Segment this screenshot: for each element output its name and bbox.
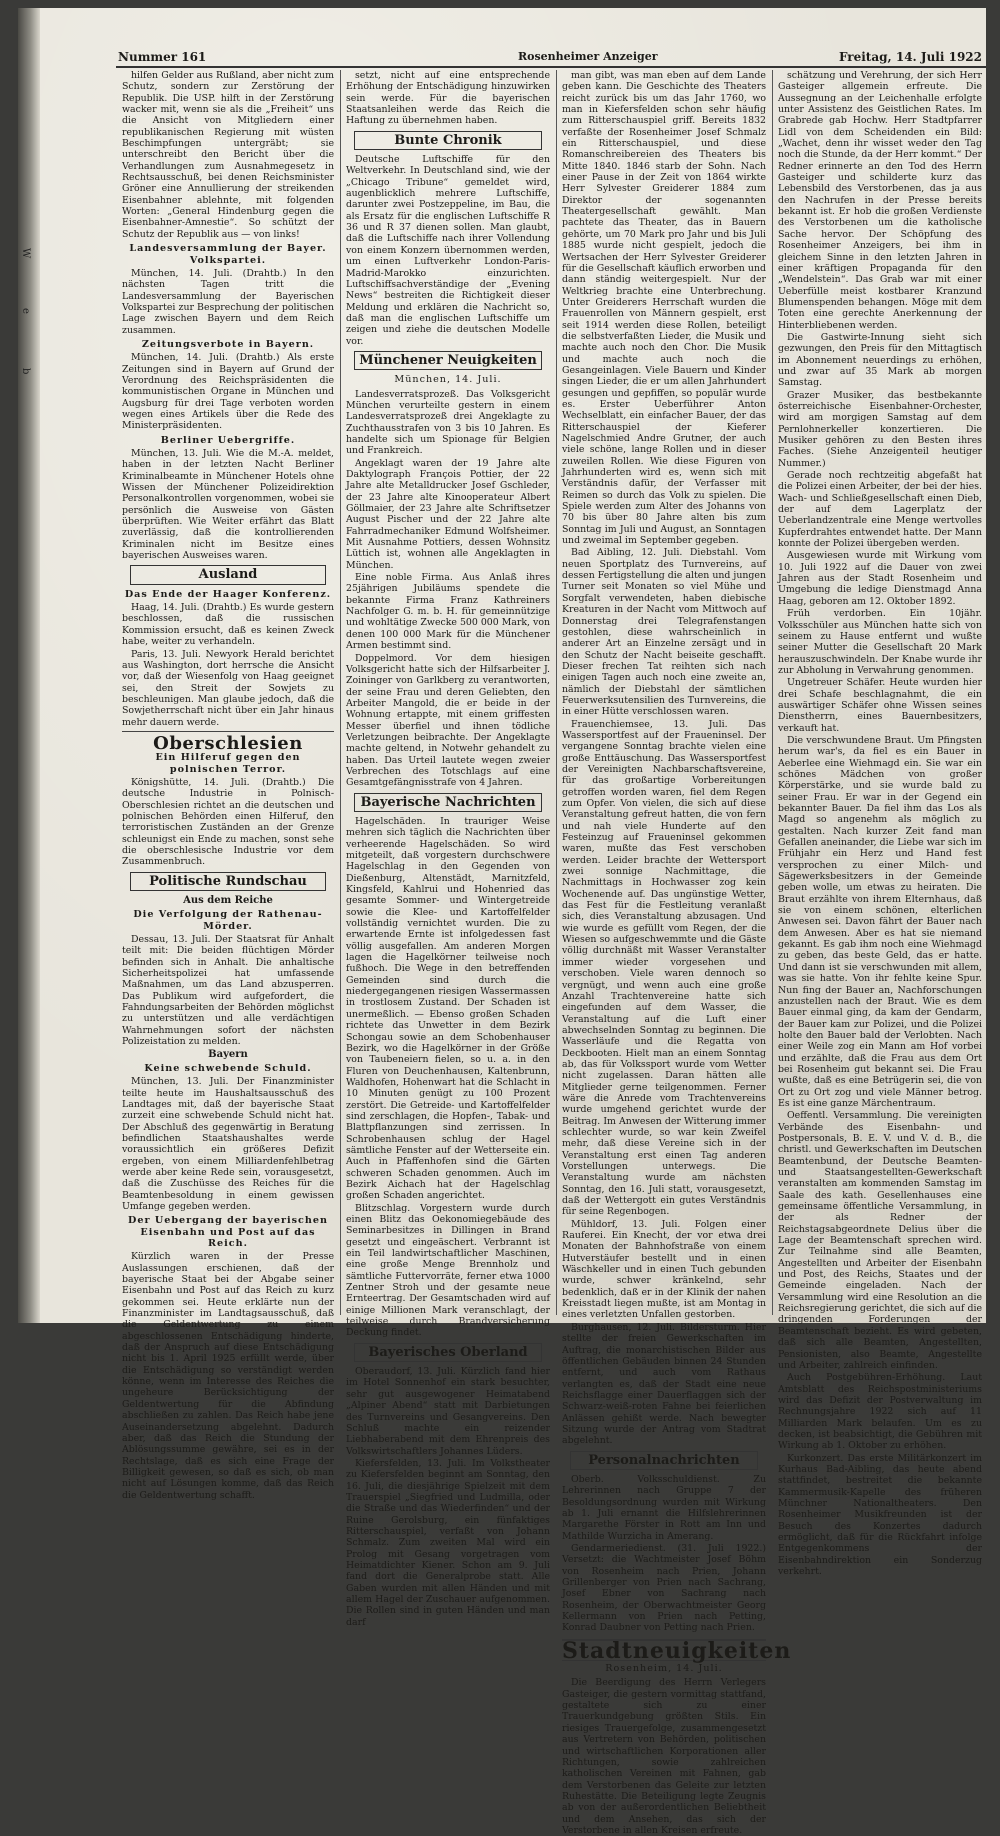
article-heading: Keine schwebende Schuld. bbox=[144, 1062, 312, 1074]
article-text: Landesverratsprozeß. Das Volksgericht München verurteilte gestern in einem Landesverratsprozeß drei Angeklagte zu Zuchthausstrafen von 3 bis 10 Jahren. Es handelte sich um Spionage für Belgien und Frankreich. bbox=[346, 388, 550, 457]
column-divider bbox=[772, 70, 773, 1315]
article-text: Kurkonzert. Das erste Militärkonzert im Kurhaus Bad-Aibling, das heute abend stattfindet, bestreitet die bekannte Kammermusik-Kapelle des früheren Münchner Nationaltheaters. Den Rosenheimer Musikfreunden ist der Besuch des Konzertes dadurch ermöglicht, daß für die Rückfahrt infolge Entgegenkommens der Eisenbahndirektion ein Sonderzug verkehrt. bbox=[778, 1452, 982, 1578]
issue-date: Freitag, 14. Juli 1922 bbox=[838, 50, 982, 64]
article-text: München, 13. Juli. Der Finanzminister teilte heute im Haushaltsausschuß des Landtages mit, daß der bayerische Staat zurzeit eine schwebende Schuld nicht hat. Der Abschluß des gegenwärtig in Beratung befindlichen Staatshaushaltes werde voraussichtlich ein größeres Defizit ergeben, von einem Milliardenfehlbetrag werde aber keine Rede sein, vorausgesetzt, daß die Zuschüsse des Reiches für die Beamtenbesoldung in einem gewissen Umfange gegeben werden. bbox=[122, 1076, 334, 1212]
dateline: Rosenheim, 14. Juli. bbox=[605, 1663, 723, 1675]
article-heading: Der Uebergang der bayerischen Eisenbahn und Post auf das Reich. bbox=[128, 1215, 328, 1249]
article-heading: Die Verfolgung der Rathenau-Mörder. bbox=[133, 909, 323, 932]
article-text: Dessau, 13. Juli. Der Staatsrat für Anhalt teilt mit: Die beiden flüchtigen Mörder befinden sich in Anhalt. Die anhaltische Sicherheitspolizei hat umfassende Maßnahmen, um das Land abzusperren. Das Publikum wird aufgefordert, die Fahndungsarbeiten der Behörden möglichst zu unterstützen und alle verdächtigen Wahrnehmungen sofort der nächsten Polizeistation zu melden. bbox=[122, 934, 334, 1048]
article-text: Doppelmord. Vor dem hiesigen Volksgericht hatte sich der Hilfsarbeiter J. Zoininger von Garlkberg zu verantworten, der seine Frau und deren Geliebten, den Arbeiter Mangold, die er beide in der Wohnung ertappte, mit einem griffesten Messer überfiel und ihnen tödliche Verletzungen beibrachte. Der Angeklagte machte geltend, in Notwehr gehandelt zu haben. Das Urteil lautete wegen zweier Verbrechen des Totschlags auf eine Gesamtgefängnisstrafe von 4 Jahren. bbox=[346, 652, 550, 789]
header-rule bbox=[116, 66, 986, 68]
section-heading-personal: Personalnachrichten bbox=[570, 1451, 758, 1470]
article-text: Frauenchiemsee, 13. Juli. Das Wassersportfest auf der Fraueninsel. Der vergangene Sonntag brachte vielen eine große Enttäuschung. Das Wassersportfest der Vereinigten Nachbarschaftsvereine, für das großartige Vorbereitungen getroffen worden waren, fiel dem Regen zum Opfer. Von vielen, die sich auf diese Veranstaltung gefreut hatten, die von fern und nah viele Hunderte auf den Festeinzug auf Fraueninsel gekommen waren, mußte das Fest verschoben werden. Leider brachte der Wettersport zwei sonnige Nachmittage, die Nachmittags in Hochwasser zog kein Wochenende auf. Das ungünstige Wetter, das Fest für die Festleitung veranlaßt sich, dies Veranstaltung abzusagen. Und wie wurde es gefüllt vom Regen, der die Wiesen so aufgeschwemmte und die Gäste völlig durchnäßt mit Wasser Veranstalter immer wieder vorgesehen und verschoben. Viele waren dennoch so vergnügt, und wenn auch eine große Anzahl Trachtenvereine hatte sich eingefunden auf dem Wasser, die Veranstaltung auf die Luft einer abwechselnden Sonntag zu beginnen. Die Wasserläufe und die Regatta von Deckbooten. Hielt man an einem Sonntag ab, das für Volkssport wurde vom Wetter nicht zugelassen. Daran hätten alle Mitglieder gerne teilgenommen. Ferner wäre die Anrede vom Trachtenvereins wurde umgehend gerichtet wurde der Beitrag. Im Anwesen der Witterung immer schlechter wurde, so war kein Zweifel mehr, daß diese Vereine sich in der Veranstaltung erst einen Tag anderen Vorstellungen unterwegs. Die Veranstaltung wurde am nächsten Sonntag, den 16. Juli statt, vorausgesetzt, daß der Wettergott ein gutes Verständnis für seine Regenbogen. bbox=[562, 718, 766, 1218]
column-3 bbox=[562, 70, 792, 1836]
article-text: Burghausen, 12. Juli. Bildersturm. Hier stellte der freien Gewerkschaften im Auftrag, die monarchistischen Bilder aus öffentlichen Gebäuden binnen 24 Stunden entfernt, und auch vom Rathaus verlangten es, daß der Stadt eine neue Reichsflagge einer Dauerflaggen sich der Schwarz-weiß-roten Fahne bei feierlichen Anlässen gehißt werde. Nach bewegter Sitzung wurde der Antrag vom Stadtrat abgelehnt. bbox=[562, 1321, 766, 1447]
article-text: Oberaudorf, 13. Juli. Kürzlich fand hier im Hotel Sonnenhof ein stark besuchter, sehr gut ausgewogener Heimatabend „Alpiner Abend“ statt mit Darbietungen des Turnvereins und Gesangvereins. Den Schluß machte ein reizender Liebhaberabend mit dem Ehrenpreis des Volkswirtschaftlers Johannes Lüders. bbox=[346, 1366, 550, 1457]
subsection-heading: Bayern bbox=[208, 1048, 248, 1060]
article-heading: Landesversammlung der Bayer. Volkspartei. bbox=[129, 243, 327, 266]
article-text: München, 14. Juli. (Drahtb.) In den nächsten Tagen tritt die Landesversammlung der Bayerischen Volkspartei zur Besprechung der politischen Lage zwischen Bayern und dem Reich zusammen. bbox=[122, 267, 334, 336]
margin-letter: b bbox=[20, 368, 31, 375]
article-text: Ausgewiesen wurde mit Wirkung vom 10. Juli 1922 auf die Dauer von zwei Jahren aus der Stadt Rosenheim und Umgebung die ledige Dienstmagd Anna Haag, geboren am 12. Oktober 1892. bbox=[778, 550, 982, 607]
article-heading: Ein Hilferuf gegen den polnischen Terror. bbox=[155, 752, 301, 775]
article-heading: Zeitungsverbote in Bayern. bbox=[141, 338, 315, 350]
article-text: Angeklagt waren der 19 Jahre alte Daktylograph François Pottier, der 22 Jahre alte Metalldrucker Josef Gschleder, der 23 Jahre alte Kinooperateur Albert Göllmaier, der 23 Jahre alte Schriftsetzer August Pischer und der 22 Jahre alte Fahrradmechaniker Edmund Wolfsheimer. Mit Ausnahme Pottiers, dessen Wohnsitz Lüttich ist, wohnen alle Angeklagten in München. bbox=[346, 457, 550, 571]
article-text: Auch Postgebühren-Erhöhung. Laut Amtsblatt des Reichspostministeriums wird das Defizit der Postverwaltung im Rechnungsjahre 1922 sich auf 11 Milliarden Mark belaufen. Um es zu decken, ist beabsichtigt, die Gebühren mit Wirkung ab 1. Oktober zu erhöhen. bbox=[778, 1372, 982, 1452]
page-header bbox=[118, 50, 986, 66]
section-rule bbox=[122, 731, 334, 732]
page-binding bbox=[18, 8, 40, 1323]
article-heading: Berliner Uebergriffe. bbox=[160, 434, 296, 446]
article-text: Kiefersfelden, 13. Juli. Im Volkstheater zu Kiefersfelden beginnt am Sonntag, den 16. Juli, die diesjährige Spielzeit mit dem Trauerspiel „Siegfried und Ludmilla, oder die Straße und das Wiederfinden“ und der Ruine Gerolsburg, ein fünfaktiges Ritterschauspiel, verfaßt von Johann Schmalz. Zum zweiten Mal wird ein Prolog mit Gesang vorgetragen vom Heimatdichter Kiener. Schon am 9. Juli fand dort die Generalprobe statt. Alle Gaben wurden mit allen Händen und mit allem Hagel der Zuschauer aufgenommen. Die Rollen sind in guten Händen und man darf bbox=[346, 1457, 550, 1628]
article-text: hilfen Gelder aus Rußland, aber nicht zum Schutz, sondern zur Zerstörung der Republik. Die USP. hilft in der Zerstörung wacker mit, wenn sie als die „Freiheit“ uns die Ansicht von Mitgliedern einer republikanischen Regierung mit wüsten Beschimpfungen untergräbt; sie unterschreibt den Bericht über die Verhandlungen zum Ausnahmegesetz in Rechtsausschuß, bei denen Reichsminister Gröner eine Annullierung der streikenden Eisenbahner ablehnte, mit folgenden Worten: „General Hindenburg gegen die Eisenbahner-Amnestie“. So schützt der Schutz der Republik aus — von links! bbox=[122, 70, 334, 240]
section-heading-stadt: Stadtneuigkeiten bbox=[562, 1637, 792, 1664]
article-text: Ungetreuer Schäfer. Heute wurden hier drei Schafe beschlagnahmt, die ein auswärtiger Schäfer ohne Wissen seines Dienstherrn, eines Bauernbesitzers, verkauft hat. bbox=[778, 677, 982, 734]
article-text: Mühldorf, 13. Juli. Folgen einer Rauferei. Ein Knecht, der vor etwa drei Monaten der Bahnhofstraße von einem Hutverstäufer bestellt und in einen Wäschkeller und in einen Tuch gebunden wurde, schwer kränkelnd, sehr bedenklich, daß er in der Klinik der nahen Kreisstadt liegen mußte, ist am Montag in eines verletzten Unfallen gestorben. bbox=[562, 1218, 766, 1321]
article-text: setzt, nicht auf eine entsprechende Erhöhung der Entschädigung hinzuwirken sein werde. Für die bayerischen Staatsanleihen werde das Reich die Haftung zu übernehmen haben. bbox=[346, 70, 550, 127]
dateline: München, 14. Juli. bbox=[394, 374, 502, 386]
article-text: schätzung und Verehrung, der sich Herr Gasteiger allgemein erfreute. Die Aussegnung an der Leichenhalle erfolgte unter Assistenz des Geistlichen Rates. Im Grabrede gab Hochw. Herr Stadtpfarrer Lidl von dem Scheidenden ein Bild: „Wachet, denn ihr wisset weder den Tag noch die Stunde, da der Herr kommt.“ Der Redner erinnerte an den Tod des Herrn Gasteiger und schilderte kurz das Lebensbild des Verstorbenen, das ja aus den Nachrufen in der Presse bereits bekannt ist. Er hob die großen Verdienste des Verstorbenen um die katholische Sache hervor. Der Schöpfung des Rosenheimer Anzeigers, bei ihm in gleichem Sinne in den letzten Jahren in einer kräftigen Propaganda für den „Wendelstein“. Das Grab war mit einer Ueberfülle meist kostbarer Kranzund Blumenspenden behangen. Möge mit dem Toten eine gerechte Anerkennung der Hinterbliebenen werden. bbox=[778, 70, 982, 331]
section-heading-rundschau: Politische Rundschau bbox=[130, 872, 326, 891]
article-text: Kürzlich waren in der Presse Auslassungen erschienen, daß der bayerische Staat bei der Abgabe seiner Eisenbahn und Post auf das Reich zu kurz gekommen sei. Heute erklärte nun der Finanzminister im Landtagsausschuß, daß die Geldentwertung zu einem abgeschlossenen Entschädigung hinderte, daß der Anspruch auf diese Entschädigung nicht bis 1. April 1925 erfüllt werde, über die Entschädigung so verständigt werden könne, wenn im Interesse des Reiches die ungeheure Berücksichtigung der Geldentwertung für die Abfindung abschließen zu zahlen. Das Reich habe jene Auseinandersetzung abgelehnt. Dadurch aber, daß das Reich die Stundung der Ablösungssumme gewähre, sei es in der Rechtslage, daß es sich eine Frage der Billigkeit gewesen, so daß es sich, ob man nicht auf Lösungen komme, daß das Reich die Geldentwertung schafft. bbox=[122, 1251, 334, 1501]
margin-letter: W bbox=[20, 248, 31, 259]
article-text: Bad Aibling, 12. Juli. Diebstahl. Vom neuen Sportplatz des Turnvereins, auf dessen Fertigstellung die alten und jungen Turner seit Monaten so viel Mühe und Sorgfalt verwendeten, haben diebische Kreaturen in der Nacht vom Mittwoch auf Donnerstag drei Telegrafenstangen gestohlen, diese wahrscheinlich in anderer Art an Einzelne zersägt und in den Schutz der Nacht beiseite geschafft. Dieser frechen Tat reihten sich nach einigen Tagen auch noch eine zweite an, nämlich der Diebstahl der sämtlichen Feuerwerksutensilien des Turnvereins, die in einer Hütte verschlossen waren. bbox=[562, 547, 766, 718]
article-text: Königshütte, 14. Juli. (Drahtb.) Die deutsche Industrie in Polnisch-Oberschlesien richtet an die deutschen und polnischen Behörden einen Hilferuf, den terroristischen Zuständen an der Grenze schleunigst ein Ende zu machen, sonst sehe die oberschlesische Industrie vor dem Zusammenbruch. bbox=[122, 776, 334, 868]
newspaper-page bbox=[18, 8, 986, 1836]
article-text: Die Beerdigung des Herrn Verlegers Gasteiger, die gestern vormittag stattfand, gestaltete sich zu einer Trauerkundgebung größten Stils. Ein riesiges Trauergefolge, zusammengesetzt aus Vertretern von Behörden, politischen und wirtschaftlichen Korporationen aller Richtungen, sowie zahlreichen katholischen Vereinen mit Fahnen, gab dem Verstorbenen das Geleite zur letzten Ruhestätte. Die Beteiligung legte Zeugnis ab von der außerordentlichen Beliebtheit und dem Ansehen, das sich der Verstorbene in allen Kreisen erfreute. bbox=[562, 1677, 766, 1836]
newspaper-title: Rosenheimer Anzeiger bbox=[518, 50, 658, 63]
article-text: Grazer Musiker, das bestbekannte österreichische Eisenbahner-Orchester, wird am morgigen Samstag auf dem Pernlohnerkeller konzertieren. Die Musiker gehören zu den Besten ihres Faches. (Siehe Anzeigenteil heutiger Nummer.) bbox=[778, 389, 982, 469]
section-heading-bayern: Bayerische Nachrichten bbox=[354, 793, 542, 812]
article-text: München, 13. Juli. Wie die M.-A. meldet, haben in der letzten Nacht Berliner Kriminalbeamte in Münchener Hotels ohne Wissen der Münchener Polizeidirektion Personalkontrollen vorgenommen, wobei sie persönlich die Ausweise von Gästen überprüften. Wie Weiter erfährt das Blatt zuverlässig, daß die kontrollierenden Kriminalen nicht im Besitze eines bayerischen Ausweises waren. bbox=[122, 448, 334, 562]
article-text: Die Gastwirte-Innung sieht sich gezwungen, den Preis für den Mittagtisch im Abonnement neuerdings zu erhöhen, und zwar auf 35 Mark ab morgen Samstag. bbox=[778, 331, 982, 389]
section-heading-muenchen: Münchener Neuigkeiten bbox=[354, 351, 542, 370]
section-heading-oberland: Bayerisches Oberland bbox=[354, 1343, 542, 1362]
article-text: man gibt, was man eben auf dem Lande geben kann. Die Geschichte des Theaters reicht zurück bis um das Jahr 1760, wo man in Kiefersfelden schon sehr häufig zum Ritterschauspiel griff. Bereits 1832 verfaßte der Rosenheimer Josef Schmalz ein Ritterschauspiel, und diese Romanschreibereien des Theaters bis Mitte 1840. 1846 starb der Sohn. Nach einer Pause in der Zeit von 1864 wirkte Herr Sylvester Greiderer 1884 zum Direktor der sogenannten Theatergesellschaft gewählt. Man pachtete das Theater, das in Bauern gehörte, um 70 Mark pro Jahr und bis Juli 1885 wurde nicht gespielt, jedoch die Wertsachen der Herr Sylvester Greiderer für die Gesellschaft käuflich erworben und dann ständig weitergespielt. Nur der Weltkrieg brachte eine Unterbrechung. Unter Greiderers Herrschaft wurden die Frauenrollen von Männern gespielt, erst seit 1914 werden diese Rollen, beteiligt die selbstverfaßten Lieder, die Musik und machte auch noch den Chor. Die Musik und machte auch noch die Gesangeinlagen. Viele Bauern und Kinder singen Lieder, die er um allen Jahrhundert gesungen und gepfiffen, so populär wurde es. Erster Ueberführer Anton Wechselblatt, ein einfacher Bauer, der das Ritterschauspiel der Kieferer Nagelschmied Andre Grutner, der auch viele schöne, lange Rollen und in dieser zuweilen Rollen. Wie diese Figuren von Jahrhunderten wird es, wenn sich mit Verständnis dafür, der Verfasser mit Reimen so durch das Volk zu spielen. Die Spiele werden zum Alter des Johanns von 70 bis über 80 Jahre alten bis zum Sonntag im Juli und August, an Sonntagen und zweimal im September gegeben. bbox=[562, 70, 766, 547]
article-text: Haag, 14. Juli. (Drahtb.) Es wurde gestern beschlossen, daß die russischen Kommission ersucht, daß es keinen Zweck habe, weiter zu verhandeln. bbox=[122, 602, 334, 648]
article-text: München, 14. Juli. (Drahtb.) Als erste Zeitungen sind in Bayern auf Grund der Verordnung des Reichspräsidenten die kommunistischen Organe in München und Augsburg für drei Tage verboten worden wegen eines Artikels über die Rede des Ministerpräsidenten. bbox=[122, 352, 334, 432]
section-heading-oberschlesien: Oberschlesien bbox=[153, 732, 303, 754]
article-text: Oeffentl. Versammlung. Die vereinigten Verbände des Eisenbahn- und Postpersonals, B. E. V. und V. d. B., die christl. und Gewerkschaften im Deutschen Beamtenbund, der Deutsche Beamten- und Staatsangestellten-Gewerkschaft veranstalten am kommenden Samstag im Saale des kath. Gesellenhauses eine gemeinsame öffentliche Versammlung, in der als Redner der Reichstagsabgeordnete Delius über die Lage der Beamtenschaft sprechen wird. Zur Teilnahme sind alle Beamten, Angestellten und Arbeiter der Eisenbahn und Post, des Reichs, Staates und der Gemeinde eingeladen. Nach der Versammlung wird eine Resolution an die Reichsregierung gerichtet, die sich auf die dringenden Forderungen der Beamtenschaft bezieht. Es wird gebeten, daß sich alle Beamten, Angestellten, Pensionisten, also Beamte, Angestellte und Arbeiter, zahlreich einfinden. bbox=[778, 1110, 982, 1371]
article-heading: Das Ende der Haager Konferenz. bbox=[124, 588, 332, 600]
article-text: Die verschwundene Braut. Um Pfingsten herum war's, da fiel es ein Bauer in Aeberlee eine Wiehmagd ein. Sie war ein schönes Mädchen von großer Körperstärke, und sie wurde bald zu seiner Frau. Er war in der Gegend ein bekannter Bauer. Da fiel ihm das Los als Magd so angenehm als möglich zu gestalten. Nach kurzer Zeit fand man Gefallen aneinander, die Liebe war sich im Frühjahr ein Herz und Hand fest versprochen zu einer Milch- und Sägewerksbesitzers in der Gemeinde geben wolle, um etwas zu heiraten. Die Braut erzählte von ihrem Elternhaus, daß sie von einem schönen, elterlichen Anwesen sei. Davon fährt der Bauer nach dem Anwesen. Aber es hat sie niemand gekannt. Es gab ihm noch eine Wiehmagd zu geben, das beste Geld, das er hatte. Und dann ist sie verschwunden mit allem, was sie hatte. Von ihr fehlte keine Spur. Nun fing der Bauer an, Nachforschungen anzustellen nach der Braut. Wie es dem Bauer einmal ging, da kam der Gendarm, der Bauer kam zur Polizei, und die Polizei holte den Bauer bald der Verlobten. Nach einer Weile zog ein Mann am Hof vorbei und erzählte, daß die Frau aus dem Ort bei Rosenheim gut bekannt sei. Die Frau wußte, daß es eine Betrügerin sei, die von Ort zu Ort zog und viele Männer betrog. Es ist eine ganze Märchentraum. bbox=[778, 734, 982, 1109]
column-4 bbox=[778, 70, 982, 1578]
column-divider bbox=[340, 70, 341, 1315]
section-heading-ausland: Ausland bbox=[130, 565, 326, 584]
column-1 bbox=[122, 70, 334, 1501]
article-text: Früh verdorben. Ein 10jähr. Volksschüler aus München hatte sich von seinem zu Hause entfernt und wußte seiner Mutter die Gesellschaft 20 Mark herauszuschwindeln. Der Knabe wurde ihr zur Abholung in Verwahrung genommen. bbox=[778, 608, 982, 676]
column-divider bbox=[556, 70, 557, 1315]
margin-letter: e bbox=[20, 308, 31, 314]
article-text: Oberb. Volksschuldienst. Zu Lehrerinnen nach Gruppe 7 der Besoldungsordnung wurden mit Wirkung ab 1. Juli ernannt die Hilfslehrerinnen Margarethe Förster in Rott am Inn und Mathilde Wurzicha in Amerang. bbox=[562, 1473, 766, 1542]
issue-number: Nummer 161 bbox=[118, 50, 207, 64]
section-heading-chronik: Bunte Chronik bbox=[354, 131, 542, 150]
article-text: Gendarmeriedienst. (31. Juli 1922.) Versetzt: die Wachtmeister Josef Böhm von Rosenheim nach Prien, Johann Grillenberger von Prien nach Sachrang, Josef Ebner von Sachrang nach Rosenheim, der Oberwachtmeister Georg Kellermann von Prien nach Petting, Konrad Daubner von Petting nach Prien. bbox=[562, 1543, 766, 1634]
article-text: Gerade noch rechtzeitig abgefaßt hat die Polizei einen Arbeiter, der bei der hies. Wach- und Schließgesellschaft einen Dieb, der auf dem Lagerplatz der Ueberlandzentrale eine Menge wertvolles Kupferdrahtes entwendet hatte. Der Mann konnte der Polizei übergeben werden. bbox=[778, 470, 982, 550]
article-text: Blitzschlag. Vorgestern wurde durch einen Blitz das Oekonomiegebäude des Seminarbesitzes in Dillingen in Brand gesetzt und eingeäschert. Verbrannt ist ein Teil landwirtschaftlicher Maschinen, eine große Menge Brennholz und sämtliche Futtervorräte, ferner etwa 1000 Zentner Stroh und der gesamte neue Ernteertrag. Der Gesamtschaden wird auf einige Millionen Mark veranschlagt, der teilweise durch Brandversicherung Deckung findet. bbox=[346, 1202, 550, 1339]
article-text: Paris, 13. Juli. Newyork Herald berichtet aus Washington, dort herrsche die Ansicht vor, daß der Wiesenfolg von Haag geeignet sei, den Streit der Sowjets zu beschleunigen. Man glaube jedoch, daß die Sowjetherrschaft nicht über ein Jahr hinaus mehr dauern werde. bbox=[122, 648, 334, 728]
article-text: Hagelschäden. In trauriger Weise mehren sich täglich die Nachrichten über verheerende Hagelschäden. So wird mitgeteilt, daß vorgestern durchschwere Hagelschlag in den Gegenden von Dießenburg, Altenstädt, Marnitzfeld, Kingsfeld, Kahlrui und Hohenried das gesamte Sommer- und Wintergetreide sowie die Klee- und Kartoffelfelder vollständig vernichtet wurden. Die zu erwartende Ernte ist infolgedessen fast völlig ausgefallen. Am anderen Morgen lagen die Hagelkörner teilweise noch fußhoch. Die Wege in den betreffenden Gemeinden sind durch die niedergegangenen riesigen Wassermassen in trostlosem Zustand. Der Schaden ist unermeßlich. — Ebenso großen Schaden richtete das Unwetter in dem Bezirk Schongau sowie an dem Schobenhauser Bezirk, wo die Hagelkörner in der Größe von Taubeneiern fielen, so u. a. in den Fluren von Deuchenhausen, Kaltenbrunn, Waldhofen, Hohenwart hat die Schlacht in 10 Minuten genügt zu 100 Prozent zerstört. Die Getreide- und Kartoffelfelder sind zerschlagen, die Hopfen-, Tabak- und Blattpflanzungen sind zerrissen. In Schrobenhausen schlug der Hagel sämtliche Fenster auf der Wetterseite ein. Auch in Pfaffenhofen sind die Gärten schweren Schaden genommen. Auch im Bezirk Aichach hat der Hagelschlag großen Schaden angerichtet. bbox=[346, 815, 550, 1202]
subsection-heading: Aus dem Reiche bbox=[183, 895, 273, 907]
article-text: Eine noble Firma. Aus Anlaß ihres 25jährigen Jubiläums spendete die bekannte Firma Franz Kathreiners Nachfolger G. m. b. H. für gemeinnützige und wohltätige Zwecke 500 000 Mark, von denen 100 000 Mark für die Münchener Armen bestimmt sind. bbox=[346, 572, 550, 652]
article-text: Deutsche Luftschiffe für den Weltverkehr. In Deutschland sind, wie der „Chicago Tribune“ gemeldet wird, augenblicklich mehrere Luftschiffe, darunter zwei Postzeppeline, im Bau, die als Ersatz für die englischen Luftschiffe R 36 und R 37 dienen sollen. Man glaubt, daß die Luftschiffe nach ihrer Vollendung von einem Konzern übernommen werden, um einen Luftverkehr London-Paris-Madrid-Marokko einzurichten. Luftschiffsachverständige der „Evening News“ bestreiten die Richtigkeit dieser Meldung und erklären die Nachricht so, daß man die englischen Luftschiffe um zeigen und ziehe die deutschen Modelle vor. bbox=[346, 154, 550, 347]
column-2 bbox=[346, 70, 550, 1628]
